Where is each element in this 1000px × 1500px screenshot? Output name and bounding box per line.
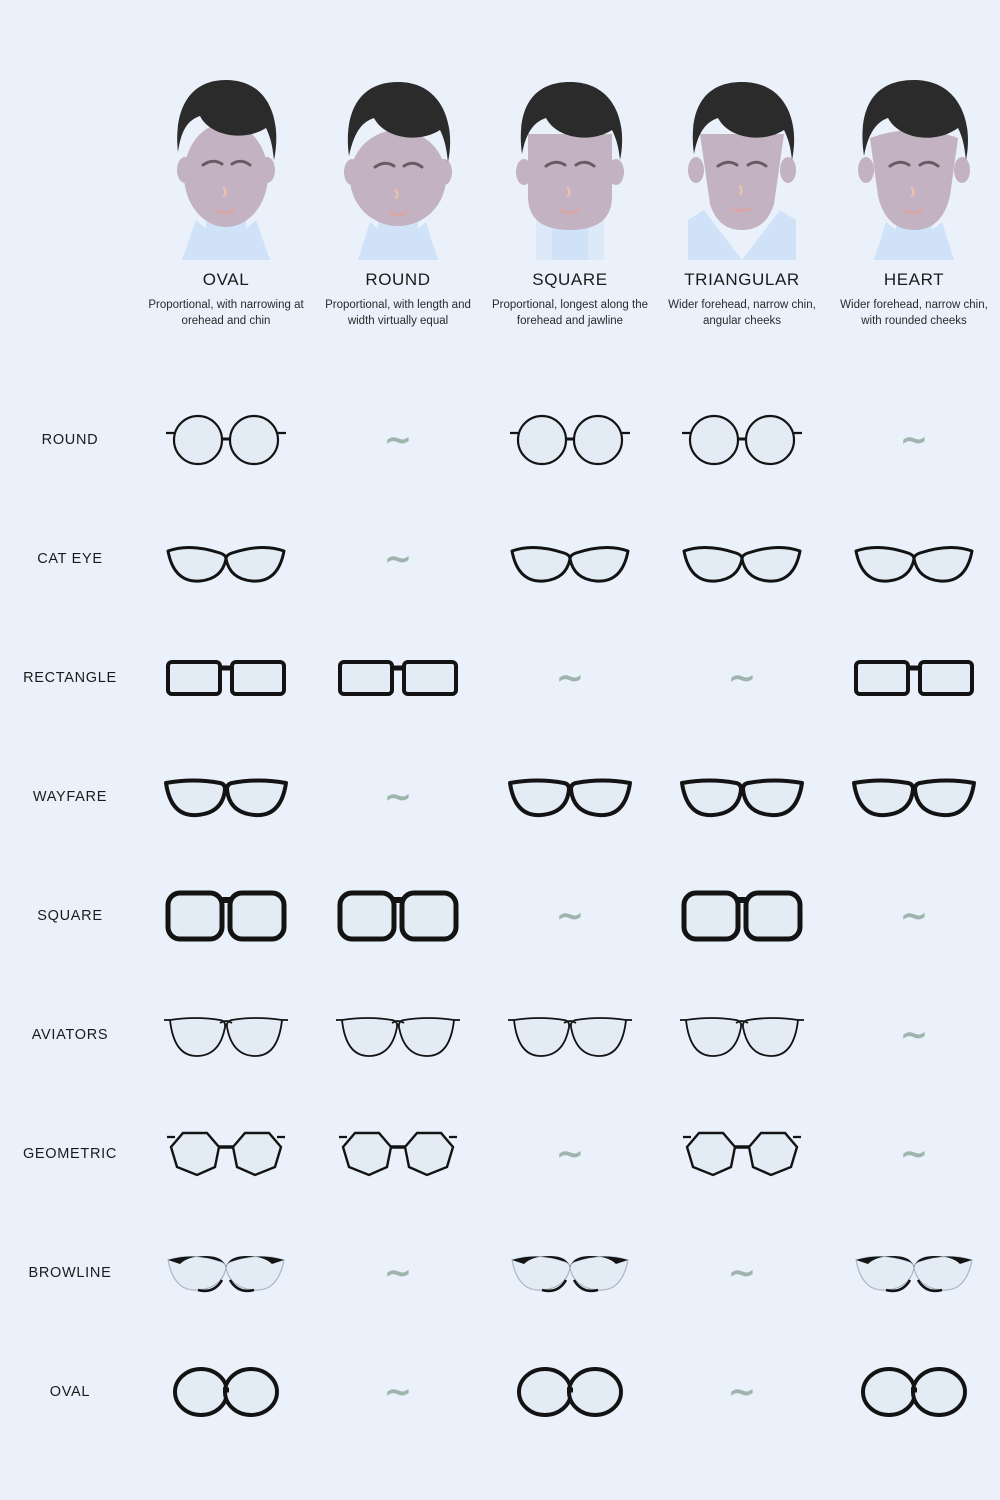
cell-oval-square[interactable] (484, 1332, 656, 1451)
cell-square-oval[interactable] (140, 856, 312, 975)
no-match-icon: ∼ (899, 1133, 929, 1174)
cell-round-oval[interactable] (140, 380, 312, 499)
cell-aviators-triangular[interactable] (656, 975, 828, 1094)
cell-square-round[interactable] (312, 856, 484, 975)
cell-browline-round[interactable] (312, 1213, 484, 1332)
grid-row-wayfare (0, 737, 1000, 856)
face-description: Proportional, with length and width virtually equal (325, 299, 471, 327)
face-title: TRIANGULAR (684, 270, 800, 289)
cell-square-heart[interactable] (828, 856, 1000, 975)
cell-wayfare-round[interactable] (312, 737, 484, 856)
grid-row-round (0, 380, 1000, 499)
cell-geometric-square[interactable] (484, 1094, 656, 1213)
no-match-icon: ∼ (383, 776, 413, 817)
grid-row-browline (0, 1213, 1000, 1332)
row-label: OVAL (49, 1383, 91, 1400)
cell-browline-square[interactable] (484, 1213, 656, 1332)
cell-geometric-round[interactable] (312, 1094, 484, 1213)
no-match-icon: ∼ (899, 895, 929, 936)
grid-row-rectangle (0, 618, 1000, 737)
face-description: Wider forehead, narrow chin, with rounded cheeks (840, 299, 988, 327)
grid-row-aviators (0, 975, 1000, 1094)
cell-rectangle-oval[interactable] (140, 618, 312, 737)
no-match-icon: ∼ (555, 895, 585, 936)
cell-oval-round[interactable] (312, 1332, 484, 1451)
face-column-triangular (656, 60, 828, 330)
cell-oval-oval[interactable] (140, 1332, 312, 1451)
row-label: SQUARE (37, 907, 103, 924)
cell-rectangle-heart[interactable] (828, 618, 1000, 737)
face-title: OVAL (202, 270, 250, 289)
row-label: ROUND (41, 431, 99, 448)
face-triangular-icon (656, 60, 828, 260)
cell-cateye-heart[interactable] (828, 499, 1000, 618)
cell-browline-triangular[interactable] (656, 1213, 828, 1332)
cell-cateye-triangular[interactable] (656, 499, 828, 618)
grid-row-geometric (0, 1094, 1000, 1213)
cell-geometric-triangular[interactable] (656, 1094, 828, 1213)
cell-aviators-square[interactable] (484, 975, 656, 1094)
no-match-icon: ∼ (383, 419, 413, 460)
no-match-icon: ∼ (899, 419, 929, 460)
face-description: Proportional, with narrowing at orehead and chin (148, 299, 304, 327)
compatibility-grid (0, 380, 1000, 1451)
face-title: HEART (883, 270, 945, 289)
face-column-round (312, 60, 484, 330)
row-label: BROWLINE (28, 1264, 112, 1281)
row-label: CAT EYE (37, 550, 103, 567)
cell-round-round[interactable] (312, 380, 484, 499)
cell-cateye-square[interactable] (484, 499, 656, 618)
row-label: AVIATORS (31, 1026, 109, 1043)
face-column-oval (140, 60, 312, 330)
cell-browline-oval[interactable] (140, 1213, 312, 1332)
grid-row-cat-eye (0, 499, 1000, 618)
cell-rectangle-triangular[interactable] (656, 618, 828, 737)
no-match-icon: ∼ (899, 1014, 929, 1055)
cell-aviators-heart[interactable] (828, 975, 1000, 1094)
face-round-icon (312, 60, 484, 260)
cell-square-triangular[interactable] (656, 856, 828, 975)
face-title: ROUND (365, 270, 431, 289)
face-column-heart (828, 60, 1000, 330)
face-column-square (484, 60, 656, 330)
cell-wayfare-heart[interactable] (828, 737, 1000, 856)
cell-wayfare-triangular[interactable] (656, 737, 828, 856)
no-match-icon: ∼ (383, 538, 413, 579)
row-label: RECTANGLE (23, 669, 117, 686)
cell-oval-heart[interactable] (828, 1332, 1000, 1451)
row-label: GEOMETRIC (22, 1145, 118, 1162)
cell-square-square[interactable] (484, 856, 656, 975)
cell-geometric-oval[interactable] (140, 1094, 312, 1213)
cell-oval-triangular[interactable] (656, 1332, 828, 1451)
no-match-icon: ∼ (727, 1252, 757, 1293)
cell-browline-heart[interactable] (828, 1213, 1000, 1332)
no-match-icon: ∼ (555, 657, 585, 698)
cell-aviators-oval[interactable] (140, 975, 312, 1094)
cell-rectangle-round[interactable] (312, 618, 484, 737)
no-match-icon: ∼ (383, 1252, 413, 1293)
cell-wayfare-square[interactable] (484, 737, 656, 856)
cell-round-square[interactable] (484, 380, 656, 499)
cell-geometric-heart[interactable] (828, 1094, 1000, 1213)
no-match-icon: ∼ (555, 1133, 585, 1174)
grid-row-oval (0, 1332, 1000, 1451)
face-heart-icon (828, 60, 1000, 260)
cell-round-triangular[interactable] (656, 380, 828, 499)
no-match-icon: ∼ (727, 1371, 757, 1412)
cell-round-heart[interactable] (828, 380, 1000, 499)
face-title: SQUARE (532, 270, 608, 289)
grid-row-square (0, 856, 1000, 975)
cell-wayfare-oval[interactable] (140, 737, 312, 856)
cell-rectangle-square[interactable] (484, 618, 656, 737)
no-match-icon: ∼ (727, 657, 757, 698)
no-match-icon: ∼ (383, 1371, 413, 1412)
row-label: WAYFARE (32, 788, 108, 805)
face-description: Wider forehead, narrow chin, angular cheeks (668, 299, 816, 327)
face-description: Proportional, longest along the forehead and jawline (492, 299, 648, 327)
face-shapes-header (140, 60, 1000, 330)
face-oval-icon (140, 60, 312, 260)
face-square-icon (484, 60, 656, 260)
cell-cateye-oval[interactable] (140, 499, 312, 618)
cell-aviators-round[interactable] (312, 975, 484, 1094)
cell-cateye-round[interactable] (312, 499, 484, 618)
